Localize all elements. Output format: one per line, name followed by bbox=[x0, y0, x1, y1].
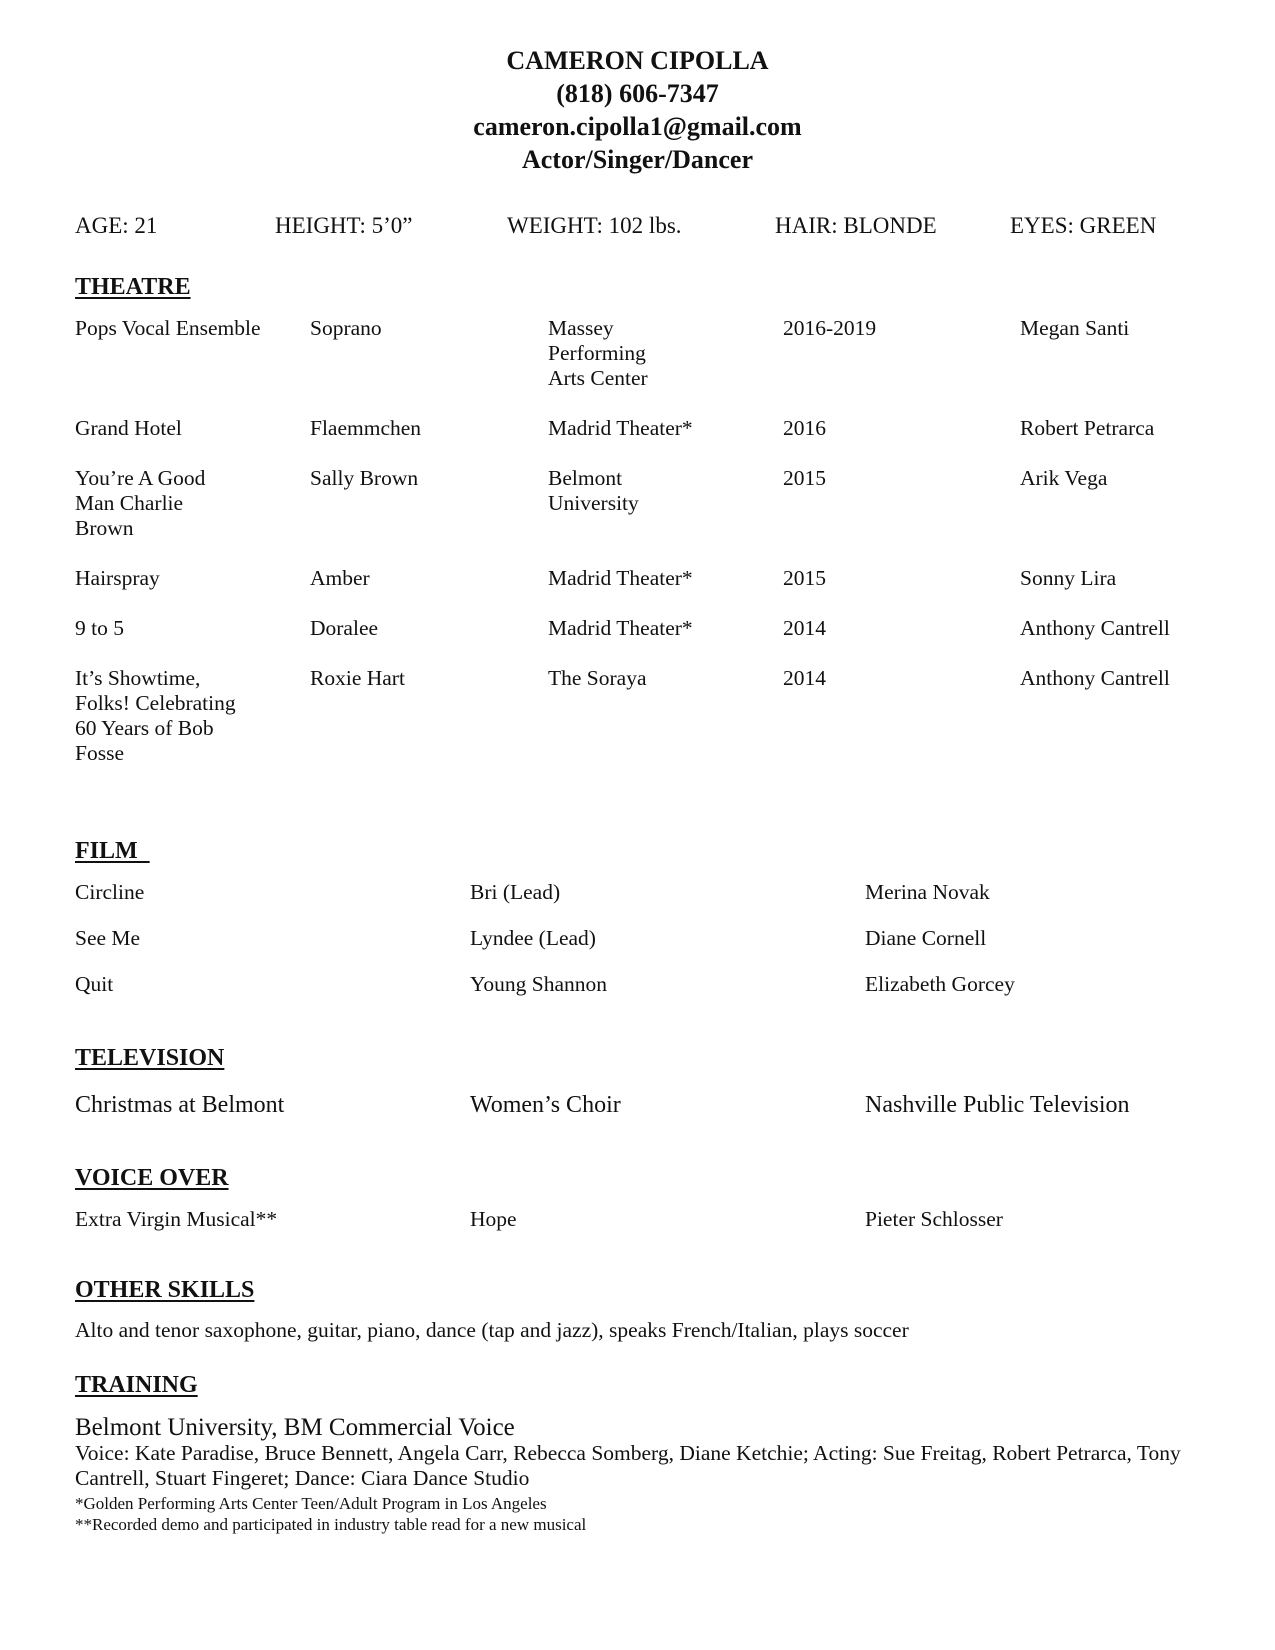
phone-number: (818) 606-7347 bbox=[556, 79, 719, 108]
section-heading-voice-over: VOICE OVER bbox=[75, 1165, 229, 1191]
section-heading-other-skills: OTHER SKILLS bbox=[75, 1277, 255, 1303]
theatre-venue: The Soraya bbox=[548, 666, 647, 690]
theatre-show: Pops Vocal Ensemble bbox=[75, 316, 261, 340]
theatre-show: Hairspray bbox=[75, 566, 160, 590]
film-role: Young Shannon bbox=[470, 972, 607, 996]
television-title: Christmas at Belmont bbox=[75, 1092, 285, 1118]
resume-name: CAMERON CIPOLLA bbox=[506, 46, 769, 75]
theatre-venue: Madrid Theater* bbox=[548, 416, 693, 440]
theatre-director: Anthony Cantrell bbox=[1020, 616, 1170, 640]
section-heading-theatre: THEATRE bbox=[75, 274, 191, 300]
theatre-show: 9 to 5 bbox=[75, 616, 124, 640]
stat-eyes: EYES: GREEN bbox=[1010, 213, 1157, 238]
theatre-venue: Madrid Theater* bbox=[548, 616, 693, 640]
theatre-year: 2015 bbox=[783, 466, 826, 490]
theatre-venue: Belmont University bbox=[548, 466, 639, 515]
training-school: Belmont University, BM Commercial Voice bbox=[75, 1414, 515, 1441]
theatre-show: Grand Hotel bbox=[75, 416, 182, 440]
theatre-director: Megan Santi bbox=[1020, 316, 1130, 340]
film-director: Diane Cornell bbox=[865, 926, 987, 950]
footnote-recorded-demo: **Recorded demo and participated in industry table read for a new musical bbox=[75, 1515, 587, 1534]
film-title: Circline bbox=[75, 880, 145, 904]
television-role: Women’s Choir bbox=[470, 1092, 621, 1118]
theatre-director: Arik Vega bbox=[1020, 466, 1108, 490]
voice-over-title: Extra Virgin Musical** bbox=[75, 1207, 278, 1231]
voice-over-director: Pieter Schlosser bbox=[865, 1207, 1003, 1231]
stat-weight: WEIGHT: 102 lbs. bbox=[507, 213, 682, 238]
film-title: Quit bbox=[75, 972, 114, 996]
film-director: Elizabeth Gorcey bbox=[865, 972, 1015, 996]
theatre-role: Doralee bbox=[310, 616, 379, 640]
film-director: Merina Novak bbox=[865, 880, 990, 904]
section-heading-film: FILM bbox=[75, 838, 150, 864]
stat-height: HEIGHT: 5’0” bbox=[275, 213, 413, 238]
training-details: Voice: Kate Paradise, Bruce Bennett, Angela Carr, Rebecca Somberg, Diane Ketchie; Acting: Sue Freitag, Robert Petrarca, Tony Cantrell, Stuart Fingeret; Dance: Ciara Dance Studio bbox=[75, 1441, 1181, 1490]
film-role: Lyndee (Lead) bbox=[470, 926, 596, 950]
film-title: See Me bbox=[75, 926, 141, 950]
theatre-role: Roxie Hart bbox=[310, 666, 405, 690]
theatre-role: Sally Brown bbox=[310, 466, 419, 490]
email-address: cameron.cipolla1@gmail.com bbox=[473, 112, 802, 141]
theatre-role: Amber bbox=[310, 566, 370, 590]
section-heading-training: TRAINING bbox=[75, 1372, 198, 1398]
footnote-golden: *Golden Performing Arts Center Teen/Adult Program in Los Angeles bbox=[75, 1494, 547, 1513]
voice-over-role: Hope bbox=[470, 1207, 517, 1231]
theatre-venue: Massey Performing Arts Center bbox=[548, 316, 648, 390]
theatre-year: 2016 bbox=[783, 416, 826, 440]
theatre-year: 2014 bbox=[783, 666, 826, 690]
theatre-role: Soprano bbox=[310, 316, 382, 340]
stat-hair: HAIR: BLONDE bbox=[775, 213, 937, 238]
performer-roles: Actor/Singer/Dancer bbox=[521, 145, 754, 174]
theatre-director: Anthony Cantrell bbox=[1020, 666, 1170, 690]
theatre-year: 2014 bbox=[783, 616, 826, 640]
theatre-year: 2016-2019 bbox=[783, 316, 877, 340]
television-network: Nashville Public Television bbox=[865, 1092, 1130, 1118]
theatre-show: You’re A Good Man Charlie Brown bbox=[75, 466, 206, 540]
theatre-director: Robert Petrarca bbox=[1020, 416, 1155, 440]
theatre-year: 2015 bbox=[783, 566, 826, 590]
skills-text: Alto and tenor saxophone, guitar, piano, dance (tap and jazz), speaks French/Italian, plays soccer bbox=[75, 1318, 909, 1342]
theatre-director: Sonny Lira bbox=[1020, 566, 1117, 590]
theatre-venue: Madrid Theater* bbox=[548, 566, 693, 590]
section-heading-television: TELEVISION bbox=[75, 1045, 225, 1071]
film-role: Bri (Lead) bbox=[470, 880, 561, 904]
theatre-role: Flaemmchen bbox=[310, 416, 422, 440]
stat-age: AGE: 21 bbox=[75, 213, 158, 238]
theatre-show: It’s Showtime, Folks! Celebrating 60 Years of Bob Fosse bbox=[75, 666, 236, 765]
